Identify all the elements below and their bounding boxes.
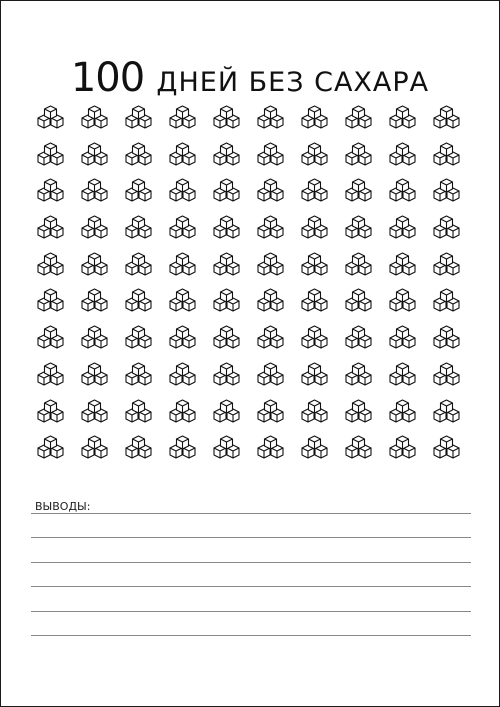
sugar-cubes-icon (37, 435, 64, 463)
day-cell (433, 288, 477, 325)
day-cell (125, 215, 169, 252)
day-cell (345, 399, 389, 436)
day-cell (169, 252, 213, 289)
day-cell (433, 362, 477, 399)
day-cell (125, 105, 169, 142)
day-cell (37, 362, 81, 399)
day-cell (301, 252, 345, 289)
sugar-cubes-icon (433, 105, 460, 133)
day-cell (37, 435, 81, 472)
day-cell (389, 435, 433, 472)
sugar-cubes-icon (81, 252, 108, 280)
day-cell (169, 288, 213, 325)
sugar-cubes-icon (389, 178, 416, 206)
day-cell (345, 105, 389, 142)
day-cell (81, 325, 125, 362)
day-cell (257, 178, 301, 215)
sugar-cubes-icon (81, 178, 108, 206)
sugar-cubes-icon (389, 105, 416, 133)
sugar-cubes-icon (81, 362, 108, 390)
sugar-cubes-icon (81, 288, 108, 316)
day-cell (125, 288, 169, 325)
sugar-cubes-icon (389, 435, 416, 463)
day-cell (37, 399, 81, 436)
sugar-cubes-icon (37, 288, 64, 316)
day-cell (433, 178, 477, 215)
sugar-cubes-icon (257, 105, 284, 133)
day-cell (257, 435, 301, 472)
title-text: ДНЕЙ БЕЗ САХАРА (156, 67, 430, 99)
sugar-cubes-icon (301, 215, 328, 243)
day-cell (345, 288, 389, 325)
day-cell (169, 362, 213, 399)
sugar-cubes-icon (257, 215, 284, 243)
day-cell (301, 215, 345, 252)
sugar-cubes-icon (169, 288, 196, 316)
sugar-cubes-icon (433, 325, 460, 353)
sugar-cubes-icon (37, 362, 64, 390)
day-cell (389, 288, 433, 325)
day-cell (81, 288, 125, 325)
sugar-cubes-icon (213, 215, 240, 243)
day-cell (257, 399, 301, 436)
sugar-cubes-icon (81, 325, 108, 353)
day-cell (301, 435, 345, 472)
sugar-cubes-icon (169, 252, 196, 280)
sugar-cubes-icon (433, 215, 460, 243)
day-cell (389, 178, 433, 215)
day-cell (433, 252, 477, 289)
day-cell (37, 105, 81, 142)
sugar-cubes-icon (257, 142, 284, 170)
day-cell (213, 362, 257, 399)
sugar-cubes-icon (345, 362, 372, 390)
day-cell (125, 178, 169, 215)
day-cell (257, 362, 301, 399)
sugar-cubes-icon (169, 435, 196, 463)
day-cell (389, 215, 433, 252)
sugar-cubes-icon (125, 325, 152, 353)
sugar-cubes-icon (345, 142, 372, 170)
day-cell (213, 288, 257, 325)
day-cell (345, 325, 389, 362)
sugar-cubes-icon (389, 325, 416, 353)
sugar-cubes-icon (125, 288, 152, 316)
sugar-cubes-icon (433, 435, 460, 463)
day-cell (81, 178, 125, 215)
sugar-cubes-icon (389, 399, 416, 427)
sugar-cubes-icon (169, 142, 196, 170)
sugar-cubes-icon (433, 399, 460, 427)
sugar-cubes-icon (81, 215, 108, 243)
sugar-cubes-icon (301, 362, 328, 390)
sugar-cubes-icon (345, 399, 372, 427)
sugar-cubes-icon (389, 252, 416, 280)
day-cell (169, 399, 213, 436)
day-cell (389, 105, 433, 142)
day-cell (213, 142, 257, 179)
day-cell (213, 325, 257, 362)
day-cell (213, 105, 257, 142)
sugar-cubes-icon (125, 215, 152, 243)
sugar-cubes-icon (301, 288, 328, 316)
day-cell (81, 435, 125, 472)
day-cell (125, 252, 169, 289)
sugar-cubes-icon (169, 178, 196, 206)
sugar-cubes-icon (345, 288, 372, 316)
sugar-cubes-icon (389, 288, 416, 316)
sugar-cubes-icon (125, 362, 152, 390)
sugar-cubes-icon (257, 178, 284, 206)
sugar-cubes-icon (213, 178, 240, 206)
sugar-cubes-icon (257, 362, 284, 390)
sugar-cubes-icon (213, 252, 240, 280)
day-cell (389, 399, 433, 436)
day-cell (257, 325, 301, 362)
sugar-cubes-icon (125, 435, 152, 463)
sugar-cubes-icon (301, 105, 328, 133)
sugar-cubes-icon (301, 142, 328, 170)
sugar-cubes-icon (37, 399, 64, 427)
day-cell (301, 325, 345, 362)
sugar-cubes-icon (37, 215, 64, 243)
sugar-cubes-icon (345, 435, 372, 463)
sugar-cubes-icon (213, 288, 240, 316)
sugar-cubes-icon (213, 435, 240, 463)
sugar-cubes-icon (257, 399, 284, 427)
writing-line (31, 513, 471, 514)
day-cell (81, 142, 125, 179)
sugar-cubes-icon (345, 325, 372, 353)
day-cell (301, 178, 345, 215)
day-cell (169, 105, 213, 142)
day-cell (169, 325, 213, 362)
sugar-cubes-icon (301, 435, 328, 463)
day-cell (213, 435, 257, 472)
sugar-cubes-icon (213, 325, 240, 353)
sugar-cubes-icon (37, 142, 64, 170)
day-cell (37, 325, 81, 362)
sugar-cubes-icon (433, 142, 460, 170)
sugar-cubes-icon (169, 362, 196, 390)
day-cell (257, 288, 301, 325)
sugar-cubes-icon (257, 252, 284, 280)
day-cell (169, 215, 213, 252)
sugar-cubes-icon (389, 362, 416, 390)
day-tracker-grid (37, 105, 477, 465)
sugar-cubes-icon (301, 399, 328, 427)
day-cell (257, 142, 301, 179)
sugar-cubes-icon (345, 215, 372, 243)
day-cell (81, 215, 125, 252)
sugar-cubes-icon (125, 178, 152, 206)
sugar-cubes-icon (169, 399, 196, 427)
sugar-cubes-icon (433, 288, 460, 316)
sugar-cubes-icon (81, 105, 108, 133)
sugar-cubes-icon (389, 215, 416, 243)
sugar-cubes-icon (125, 142, 152, 170)
sugar-cubes-icon (169, 105, 196, 133)
sugar-cubes-icon (125, 252, 152, 280)
day-cell (345, 215, 389, 252)
title-number: 100 (70, 55, 145, 102)
sugar-cubes-icon (257, 435, 284, 463)
sugar-cubes-icon (389, 142, 416, 170)
sugar-cubes-icon (213, 362, 240, 390)
day-cell (125, 325, 169, 362)
sugar-cubes-icon (169, 215, 196, 243)
sugar-cubes-icon (301, 252, 328, 280)
writing-line (31, 537, 471, 538)
sugar-cubes-icon (433, 178, 460, 206)
day-cell (433, 142, 477, 179)
day-cell (37, 252, 81, 289)
day-cell (389, 362, 433, 399)
day-cell (37, 178, 81, 215)
day-cell (301, 142, 345, 179)
day-cell (301, 399, 345, 436)
page-title (1, 55, 499, 102)
day-cell (169, 178, 213, 215)
day-cell (433, 325, 477, 362)
sugar-cubes-icon (37, 105, 64, 133)
day-cell (81, 362, 125, 399)
day-cell (345, 178, 389, 215)
sugar-cubes-icon (345, 105, 372, 133)
day-cell (125, 142, 169, 179)
sugar-cubes-icon (301, 325, 328, 353)
day-cell (257, 252, 301, 289)
day-cell (257, 105, 301, 142)
day-cell (37, 288, 81, 325)
writing-line (31, 586, 471, 587)
sugar-cubes-icon (81, 399, 108, 427)
sugar-cubes-icon (125, 105, 152, 133)
day-cell (81, 399, 125, 436)
day-cell (125, 362, 169, 399)
conclusions-label: ВЫВОДЫ: (35, 500, 91, 513)
day-cell (345, 435, 389, 472)
sugar-cubes-icon (345, 252, 372, 280)
day-cell (301, 362, 345, 399)
day-cell (345, 142, 389, 179)
day-cell (345, 362, 389, 399)
sugar-cubes-icon (301, 178, 328, 206)
day-cell (301, 105, 345, 142)
day-cell (125, 399, 169, 436)
sugar-cubes-icon (257, 325, 284, 353)
day-cell (433, 435, 477, 472)
sugar-cubes-icon (37, 252, 64, 280)
day-cell (389, 142, 433, 179)
day-cell (213, 215, 257, 252)
day-cell (213, 252, 257, 289)
sugar-cubes-icon (81, 142, 108, 170)
day-cell (433, 399, 477, 436)
sugar-cubes-icon (37, 325, 64, 353)
day-cell (37, 142, 81, 179)
day-cell (169, 142, 213, 179)
day-cell (125, 435, 169, 472)
day-cell (213, 178, 257, 215)
day-cell (345, 252, 389, 289)
sugar-cubes-icon (433, 362, 460, 390)
sugar-cubes-icon (213, 399, 240, 427)
sugar-cubes-icon (345, 178, 372, 206)
day-cell (81, 252, 125, 289)
sugar-cubes-icon (169, 325, 196, 353)
writing-line (31, 611, 471, 612)
day-cell (81, 105, 125, 142)
day-cell (37, 215, 81, 252)
day-cell (301, 288, 345, 325)
sugar-cubes-icon (81, 435, 108, 463)
sugar-cubes-icon (213, 105, 240, 133)
writing-line (31, 562, 471, 563)
sugar-cubes-icon (213, 142, 240, 170)
sugar-cubes-icon (257, 288, 284, 316)
sugar-cubes-icon (433, 252, 460, 280)
day-cell (433, 215, 477, 252)
sugar-cubes-icon (37, 178, 64, 206)
day-cell (389, 252, 433, 289)
day-cell (169, 435, 213, 472)
day-cell (213, 399, 257, 436)
day-cell (433, 105, 477, 142)
day-cell (389, 325, 433, 362)
sugar-cubes-icon (125, 399, 152, 427)
day-cell (257, 215, 301, 252)
writing-line (31, 635, 471, 636)
